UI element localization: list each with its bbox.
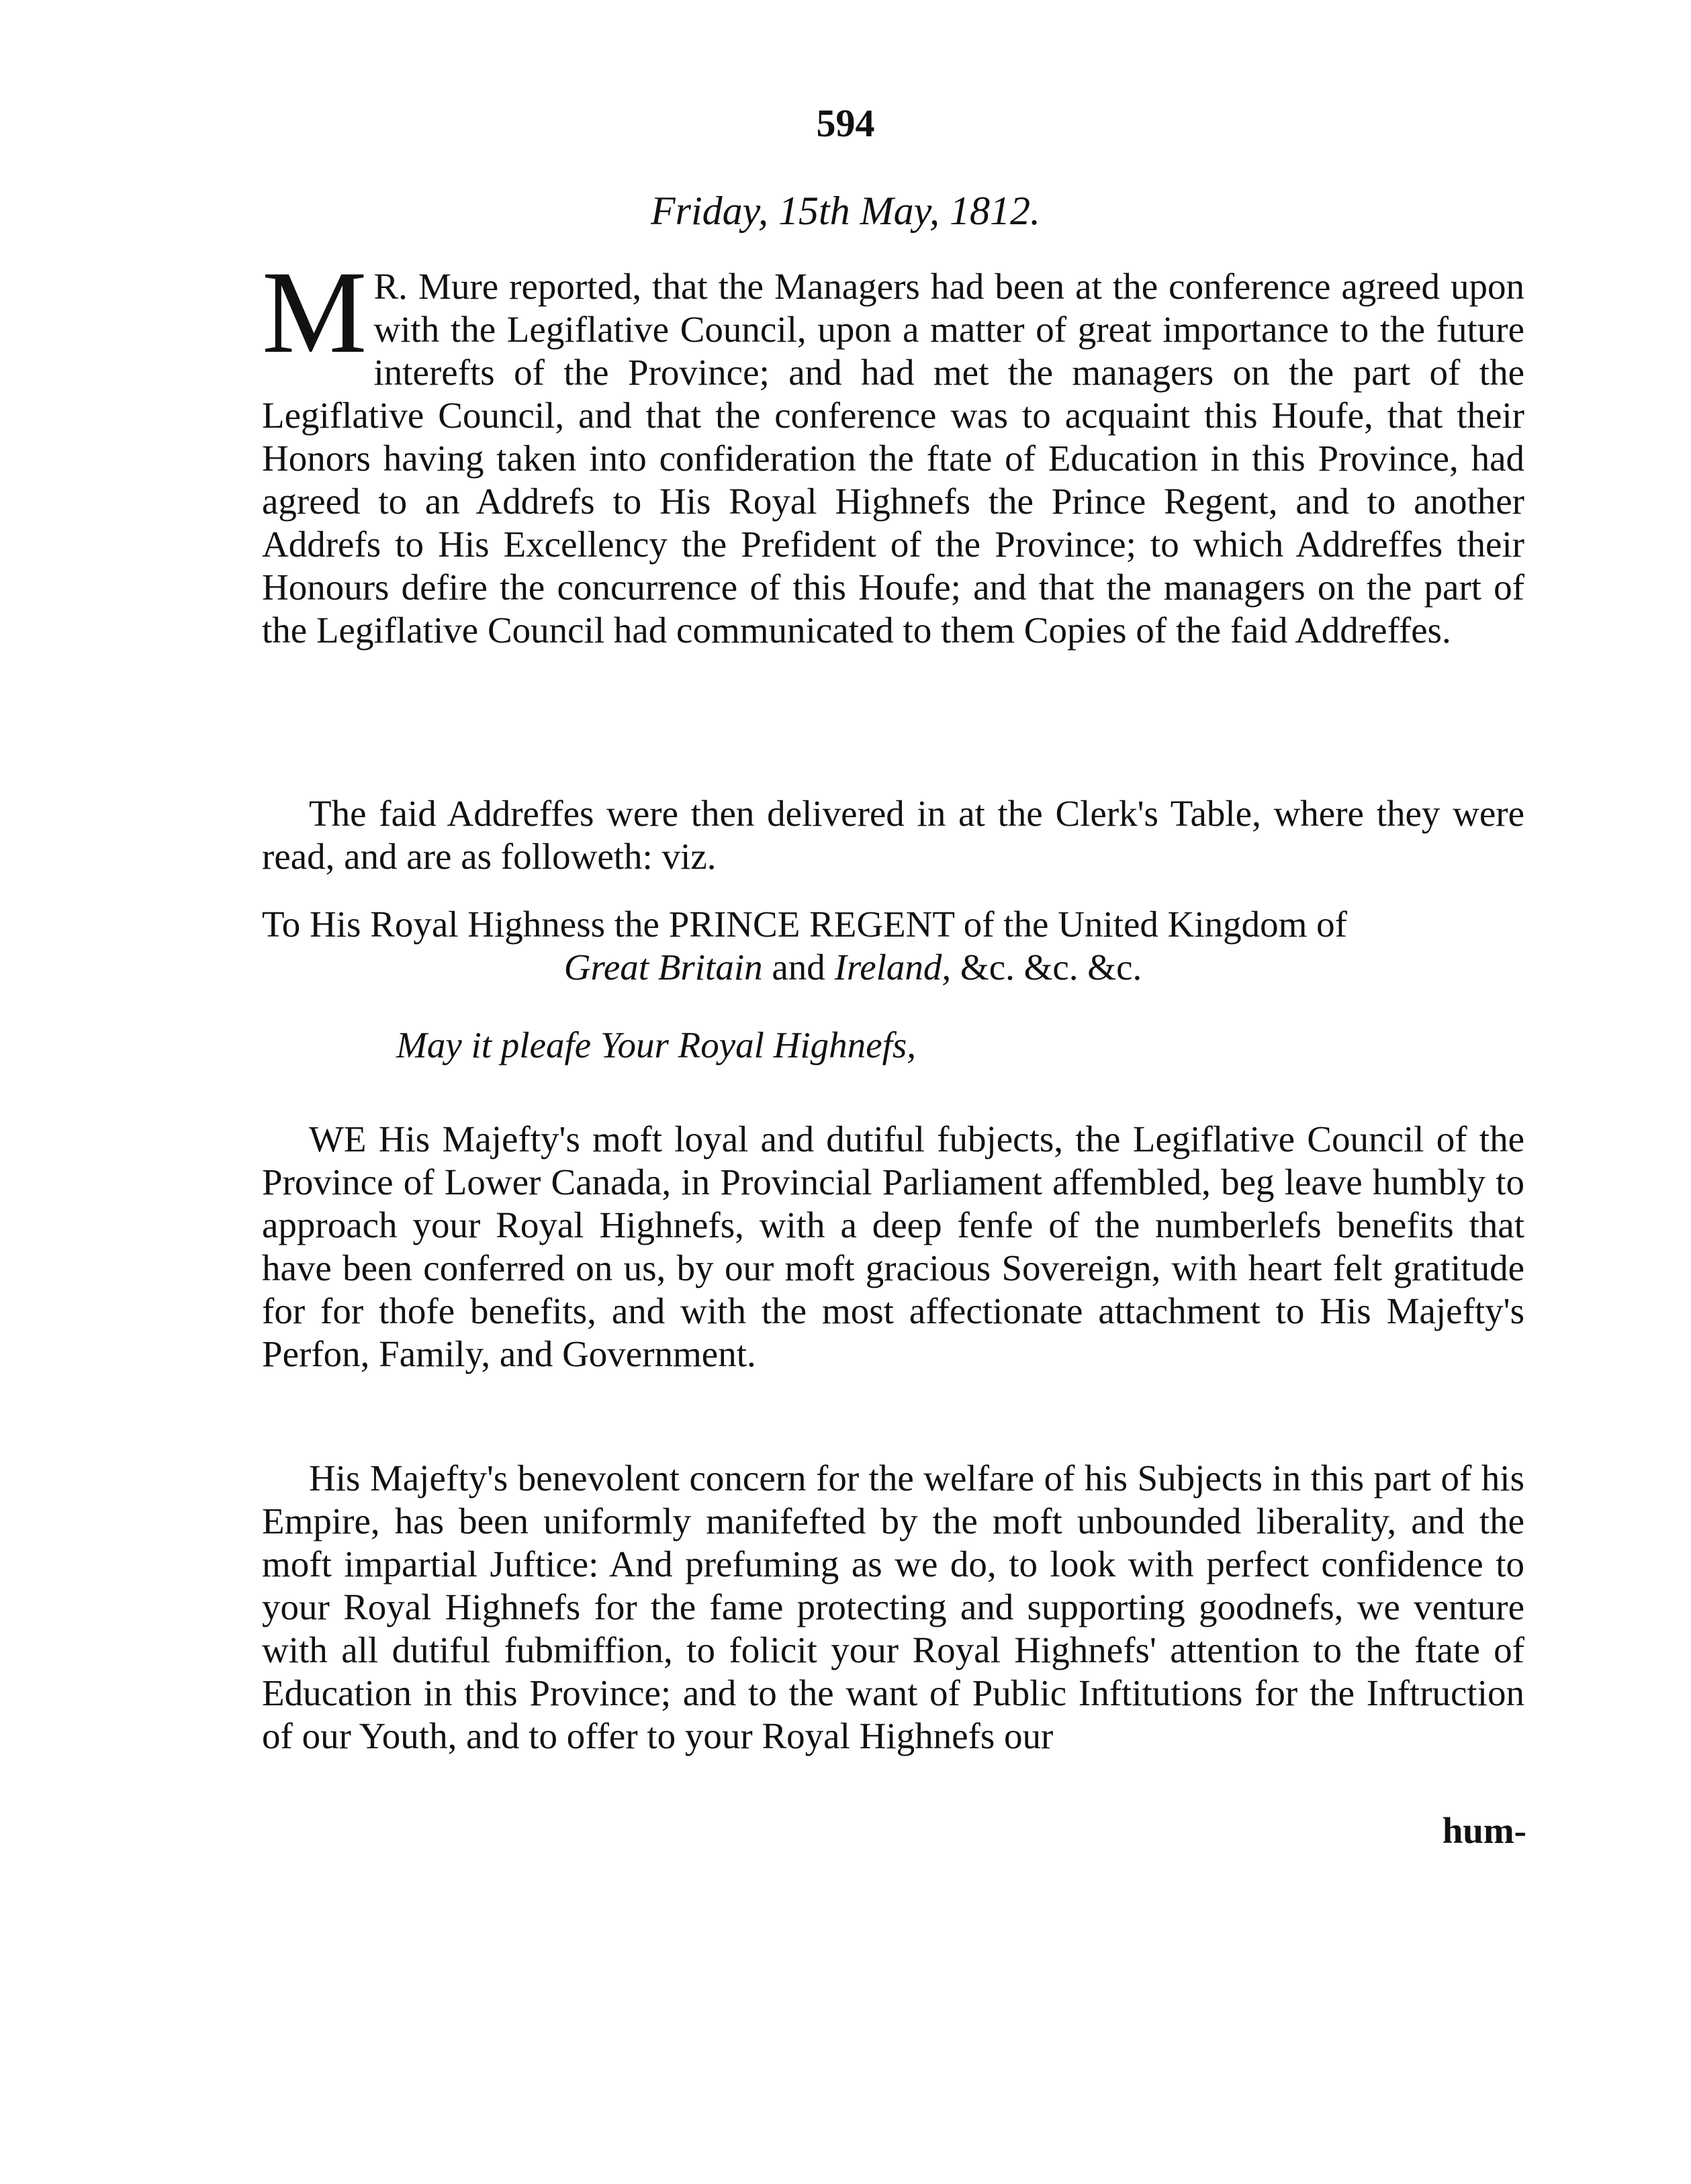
address-paragraph-2: His Majefty's benevolent concern for the welfare of his Subjects in this part of his Empire, has been uniformly manifefted by the moft unbounded liberality, and the moft impartial Juftice: And prefuming as we do, to look with perfect confidence to your Royal Highnefs for the fame protecting and supporting goodnefs, we venture with all dutiful fubmiffion, to folicit your Royal Highnefs' attention to the ftate of Education in this Province; and to the want of Public Inftitutions for the Inftruction of our Youth, and to offer to your Royal Highnefs our — [262, 1458, 1524, 1756]
address-paragraph-1: WE His Majefty's moft loyal and dutiful fubjects, the Legiflative Council of the Province of Lower Canada, in Provincial Parliament affembled, beg leave humbly to approach your Royal Highnefs, with a deep fenfe of the numberlefs benefits that have been conferred on us, by our moft gracious Sovereign, with heart felt gratitude for for thofe benefits, and with the most affectionate attachment to His Majefty's Perfon, Family, and Government. — [262, 1119, 1524, 1374]
address-heading-line2 — [262, 946, 1524, 989]
address-heading-ireland: Ireland, — [834, 947, 952, 988]
opening-paragraph-text: R. Mure reported, that the Managers had been at the conference agreed upon with the Legiflative Council, upon a matter of great importance to the future interefts of the Province; and had met the managers on the part of the Legiflative Council, and that the conference was to acquaint this Houfe, that their Honors having taken into confideration the ftate of Education in this Province, had agreed to an Addrefs to His Royal Highnefs the Prince Regent, and to another Addrefs to His Excellency the Prefident of the Province; to which Addreffes their Honours defire the concurrence of this Houfe; and that the managers on the part of the Legiflative Council had communicated to them Copies of the faid Addreffes. — [262, 266, 1524, 651]
address-heading-etc: &c. &c. &c. — [960, 947, 1142, 988]
delivered-paragraph: The faid Addreffes were then delivered in at the Clerk's Table, where they were read, and are as followeth: viz. — [262, 793, 1524, 877]
address-heading — [262, 903, 1524, 989]
page-number: 594 — [816, 101, 875, 145]
address-heading-and: and — [772, 947, 825, 988]
opening-paragraph — [262, 247, 1524, 652]
catchword: hum- — [1442, 1810, 1526, 1851]
address-heading-great-britain: Great Britain — [563, 947, 763, 988]
salutation: May it pleafe Your Royal Highnefs, — [396, 1025, 917, 1065]
address-heading-line1: To His Royal Highness the PRINCE REGENT of the United Kingdom of — [262, 904, 1348, 945]
drop-cap: M — [262, 247, 367, 378]
date-heading: Friday, 15th May, 1812. — [651, 189, 1040, 233]
